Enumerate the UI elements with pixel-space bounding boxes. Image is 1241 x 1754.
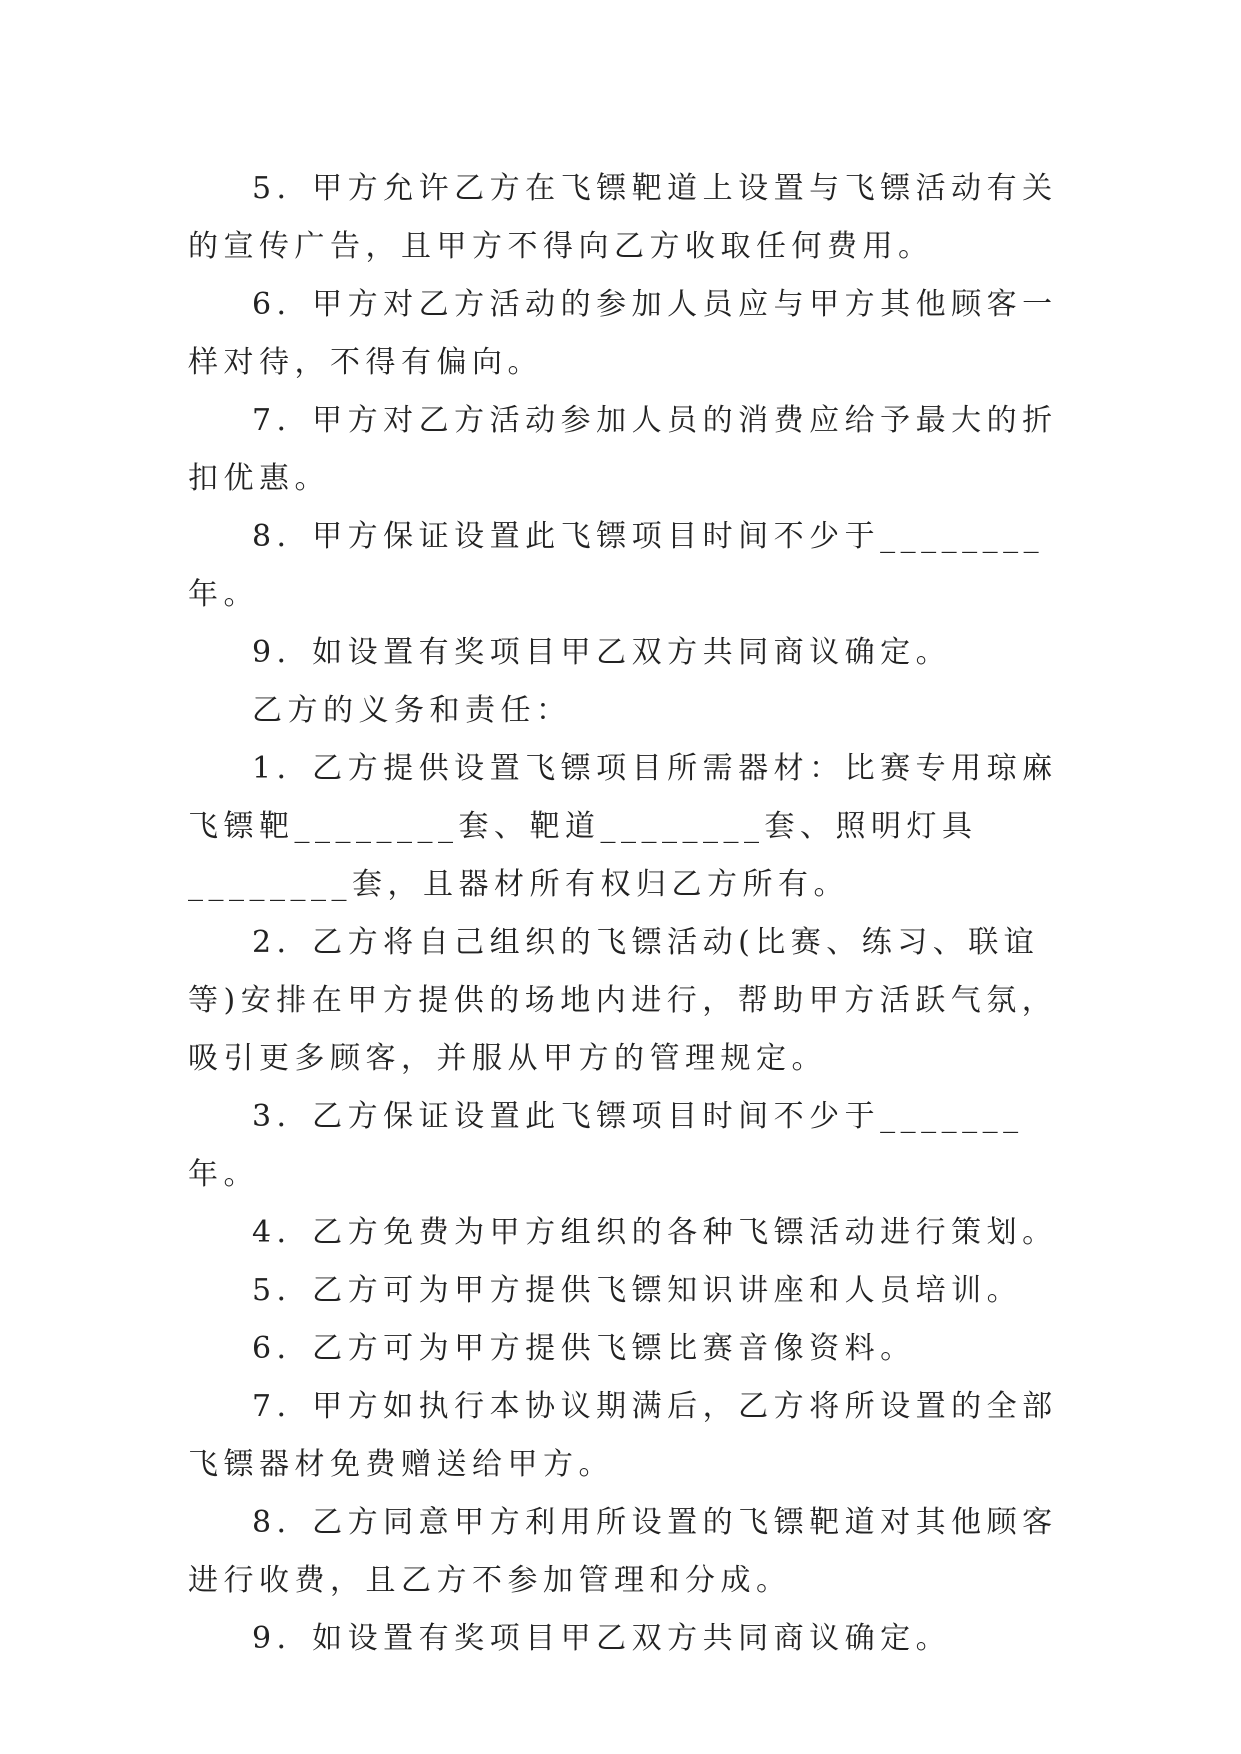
paragraph-party-b-7: 7．甲方如执行本协议期满后，乙方将所设置的全部飞镖器材免费赠送给甲方。 xyxy=(188,1389,1058,1482)
paragraph-party-b-8: 8．乙方同意甲方利用所设置的飞镖靶道对其他顾客进行收费，且乙方不参加管理和分成。 xyxy=(188,1505,1058,1598)
document-body xyxy=(188,160,1068,1668)
paragraph-party-a-6: 6．甲方对乙方活动的参加人员应与甲方其他顾客一样对待，不得有偏向。 xyxy=(188,287,1058,380)
paragraph-party-b-1: 1．乙方提供设置飞镖项目所需器材：比赛专用琼麻飞镖靶________套、靶道________套、照明灯具________套，且器材所有权归乙方所有。 xyxy=(188,751,1058,902)
paragraph-party-a-9: 9．如设置有奖项目甲乙双方共同商议确定。 xyxy=(252,635,952,670)
paragraph-party-a-7: 7．甲方对乙方活动参加人员的消费应给予最大的折扣优惠。 xyxy=(188,403,1058,496)
section-heading-party-b: 乙方的义务和责任： xyxy=(252,693,572,728)
paragraph-party-b-6: 6．乙方可为甲方提供飞镖比赛音像资料。 xyxy=(252,1331,916,1366)
paragraph-party-b-9: 9．如设置有奖项目甲乙双方共同商议确定。 xyxy=(252,1621,952,1656)
paragraph-party-b-4: 4．乙方免费为甲方组织的各种飞镖活动进行策划。 xyxy=(252,1215,1058,1250)
paragraph-party-b-5: 5．乙方可为甲方提供飞镖知识讲座和人员培训。 xyxy=(252,1273,1023,1308)
paragraph-party-b-2: 2．乙方将自己组织的飞镖活动(比赛、练习、联谊等)安排在甲方提供的场地内进行，帮助甲方活跃气氛，吸引更多顾客，并服从甲方的管理规定。 xyxy=(188,925,1058,1076)
paragraph-party-a-5: 5．甲方允许乙方在飞镖靶道上设置与飞镖活动有关的宣传广告，且甲方不得向乙方收取任何费用。 xyxy=(188,171,1058,264)
paragraph-party-a-8: 8．甲方保证设置此飞镖项目时间不少于________年。 xyxy=(188,519,1045,612)
paragraph-party-b-3: 3．乙方保证设置此飞镖项目时间不少于_______年。 xyxy=(188,1099,1024,1192)
